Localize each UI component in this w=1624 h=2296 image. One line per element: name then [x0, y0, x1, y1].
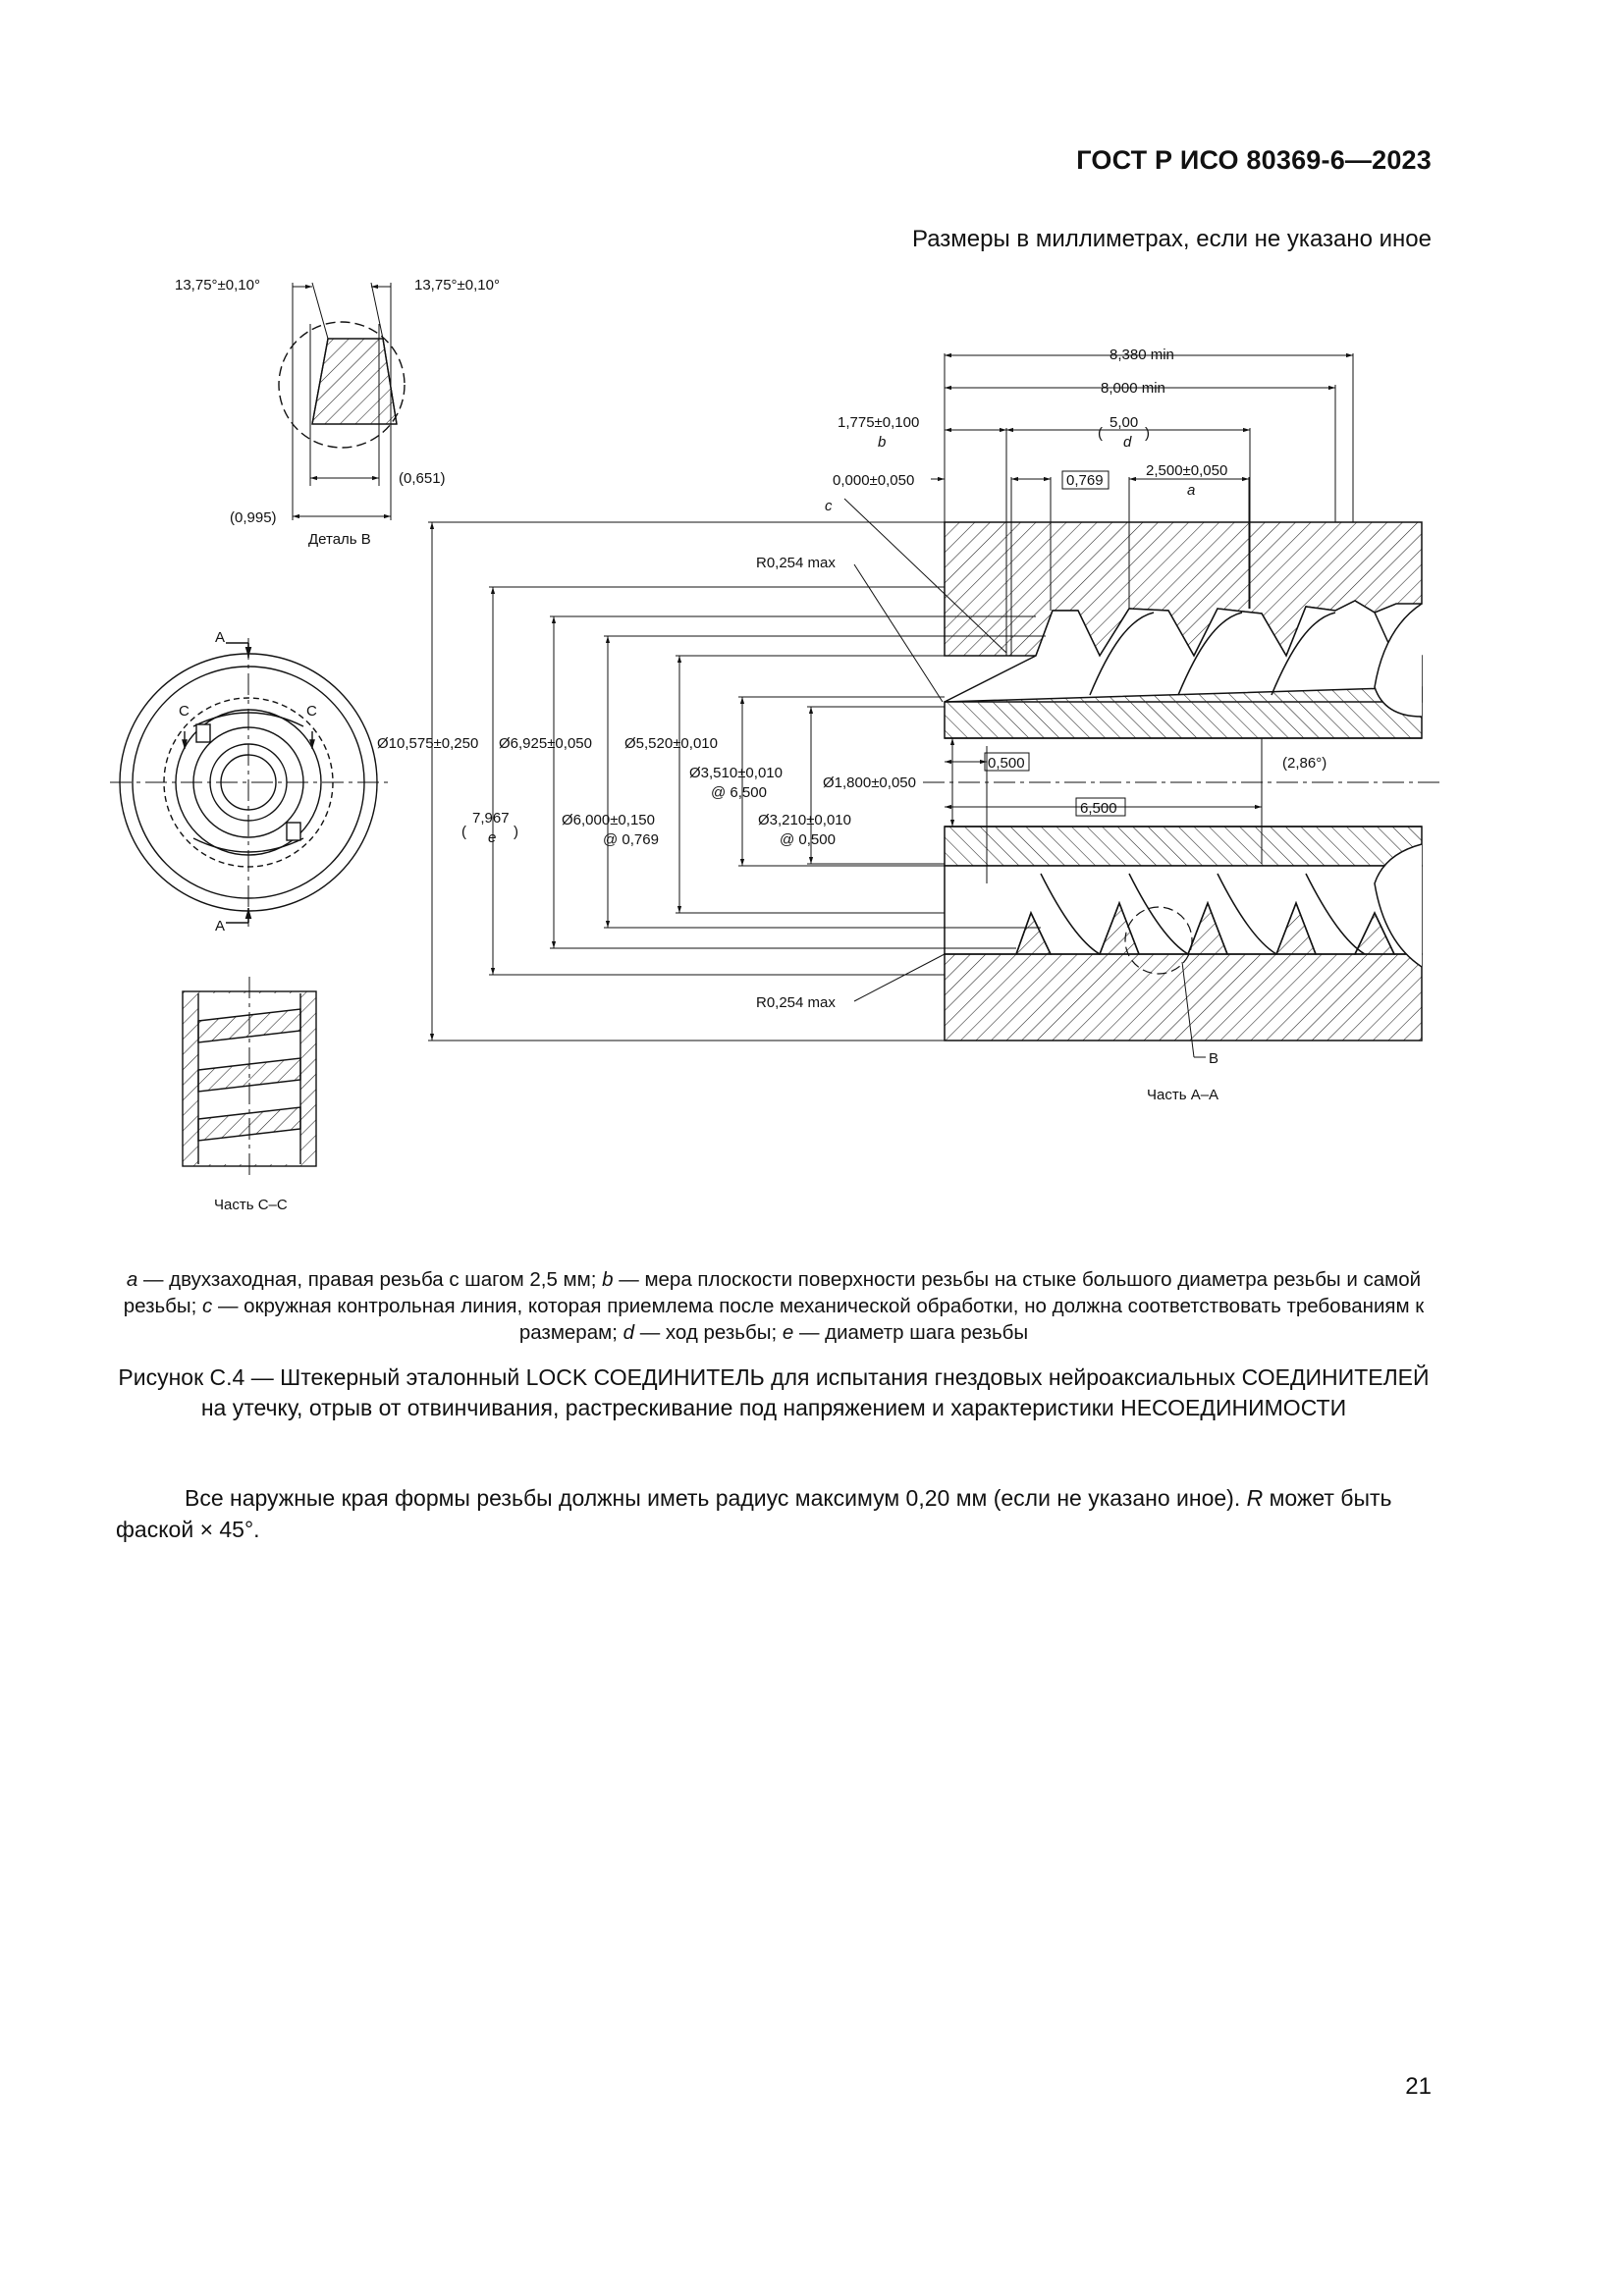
front-view: [110, 638, 389, 927]
legend-c-key: c: [202, 1295, 213, 1317]
legend-e-key: e: [782, 1321, 794, 1344]
paragraph-r-symbol: R: [1246, 1485, 1264, 1511]
dim-0769: 0,769: [1066, 472, 1104, 489]
paragraph-before: Все наружные края формы резьбы должны иметь радиус максимум 0,20 мм (если не указано иное).: [185, 1485, 1247, 1511]
dia-5520: Ø5,520±0,010: [624, 735, 718, 752]
radius-top: R0,254 max: [756, 555, 836, 571]
dia-7967: 7,967: [472, 810, 510, 827]
paragraph-after: может быть фаской × 45°.: [116, 1485, 1392, 1542]
dim-d-key: d: [1123, 434, 1132, 451]
figure-caption: Рисунок С.4 — Штекерный эталонный LOCK СОЕДИНИТЕЛЬ для испытания гнездовых нейроаксиальных СОЕДИНИТЕЛЕЙ на утечку, отрыв от отвинчивания, растрескивание под напряжением и характеристики НЕСОЕДИНИМОСТИ: [118, 1364, 1430, 1420]
dia-3210-at: @ 0,500: [780, 831, 836, 848]
detail-b-angle-right: 13,75°±0,10°: [414, 277, 500, 294]
detail-b-angle-left: 13,75°±0,10°: [175, 277, 260, 294]
dim-b: 1,775±0,100: [838, 414, 920, 431]
dia-7967-close: ): [514, 824, 518, 840]
section-cc-title: Часть С–С: [214, 1197, 288, 1213]
legend-d-key: d: [623, 1321, 635, 1344]
legend-c-text: — окружная контрольная линия, которая приемлема после механической обработки, но должна соответствовать требованиям к размерам;: [212, 1295, 1425, 1344]
section-a-top-label: A: [215, 629, 226, 646]
dim-a-key: a: [1187, 482, 1196, 499]
legend-a-text: — двухзаходная, правая резьба с шагом 2,5 мм;: [137, 1268, 603, 1291]
section-c-left-label: C: [179, 703, 189, 720]
dim-d: 5,00: [1110, 414, 1139, 431]
dim-b-key: b: [878, 434, 887, 451]
radius-bottom: R0,254 max: [756, 994, 836, 1011]
legend-b-key: b: [602, 1268, 614, 1291]
detail-b-dim-inner: (0,651): [399, 470, 446, 487]
dim-d-close: ): [1145, 425, 1150, 442]
section-aa-title: Часть А–А: [1147, 1087, 1219, 1103]
dia-6925: Ø6,925±0,050: [499, 735, 592, 752]
legend-b-text: — мера плоскости поверхности резьбы на стыке большого диаметра резьбы и самой резьбы;: [123, 1268, 1422, 1317]
dia-3510-at: @ 6,500: [711, 784, 767, 801]
dim-d-open: (: [1098, 425, 1103, 442]
dia-3510: Ø3,510±0,010: [689, 765, 783, 781]
dia-6000: Ø6,000±0,150: [562, 812, 655, 828]
legend-d-text: — ход резьбы;: [634, 1321, 783, 1344]
figure-legend: [116, 1266, 1432, 1346]
detail-b: [279, 283, 405, 520]
section-aa: [923, 522, 1443, 1041]
dim-0000: 0,000±0,050: [833, 472, 915, 489]
detail-b-ref: B: [1209, 1050, 1219, 1067]
box-6500: 6,500: [1080, 800, 1117, 817]
page-number: 21: [1405, 2073, 1432, 2100]
box-0500: 0,500: [988, 755, 1025, 772]
legend-a-key: a: [126, 1268, 138, 1291]
legend-e-text: — диаметр шага резьбы: [793, 1321, 1029, 1344]
dim-a: 2,500±0,050: [1146, 462, 1228, 479]
detail-b-title: Деталь В: [308, 531, 371, 548]
section-a-bottom-label: A: [215, 918, 226, 934]
detail-b-dim-outer: (0,995): [230, 509, 277, 526]
document-id: ГОСТ Р ИСО 80369-6—2023: [1076, 145, 1432, 175]
section-c-right-label: C: [306, 703, 317, 720]
body-paragraph: [116, 1482, 1432, 1545]
section-cc: [183, 977, 316, 1178]
dia-7967-open: (: [461, 824, 466, 840]
angle-286: (2,86°): [1282, 755, 1327, 772]
units-note: Размеры в миллиметрах, если не указано иное: [912, 226, 1432, 252]
dia-6000-at: @ 0,769: [603, 831, 659, 848]
dia-7967-key: e: [488, 829, 497, 846]
dim-8000: 8,000 min: [1101, 380, 1165, 397]
dia-1800: Ø1,800±0,050: [823, 774, 916, 791]
dia-10575: Ø10,575±0,250: [377, 735, 479, 752]
dia-3210: Ø3,210±0,010: [758, 812, 851, 828]
dim-8380: 8,380 min: [1110, 347, 1174, 363]
dim-c-key: c: [825, 498, 833, 514]
